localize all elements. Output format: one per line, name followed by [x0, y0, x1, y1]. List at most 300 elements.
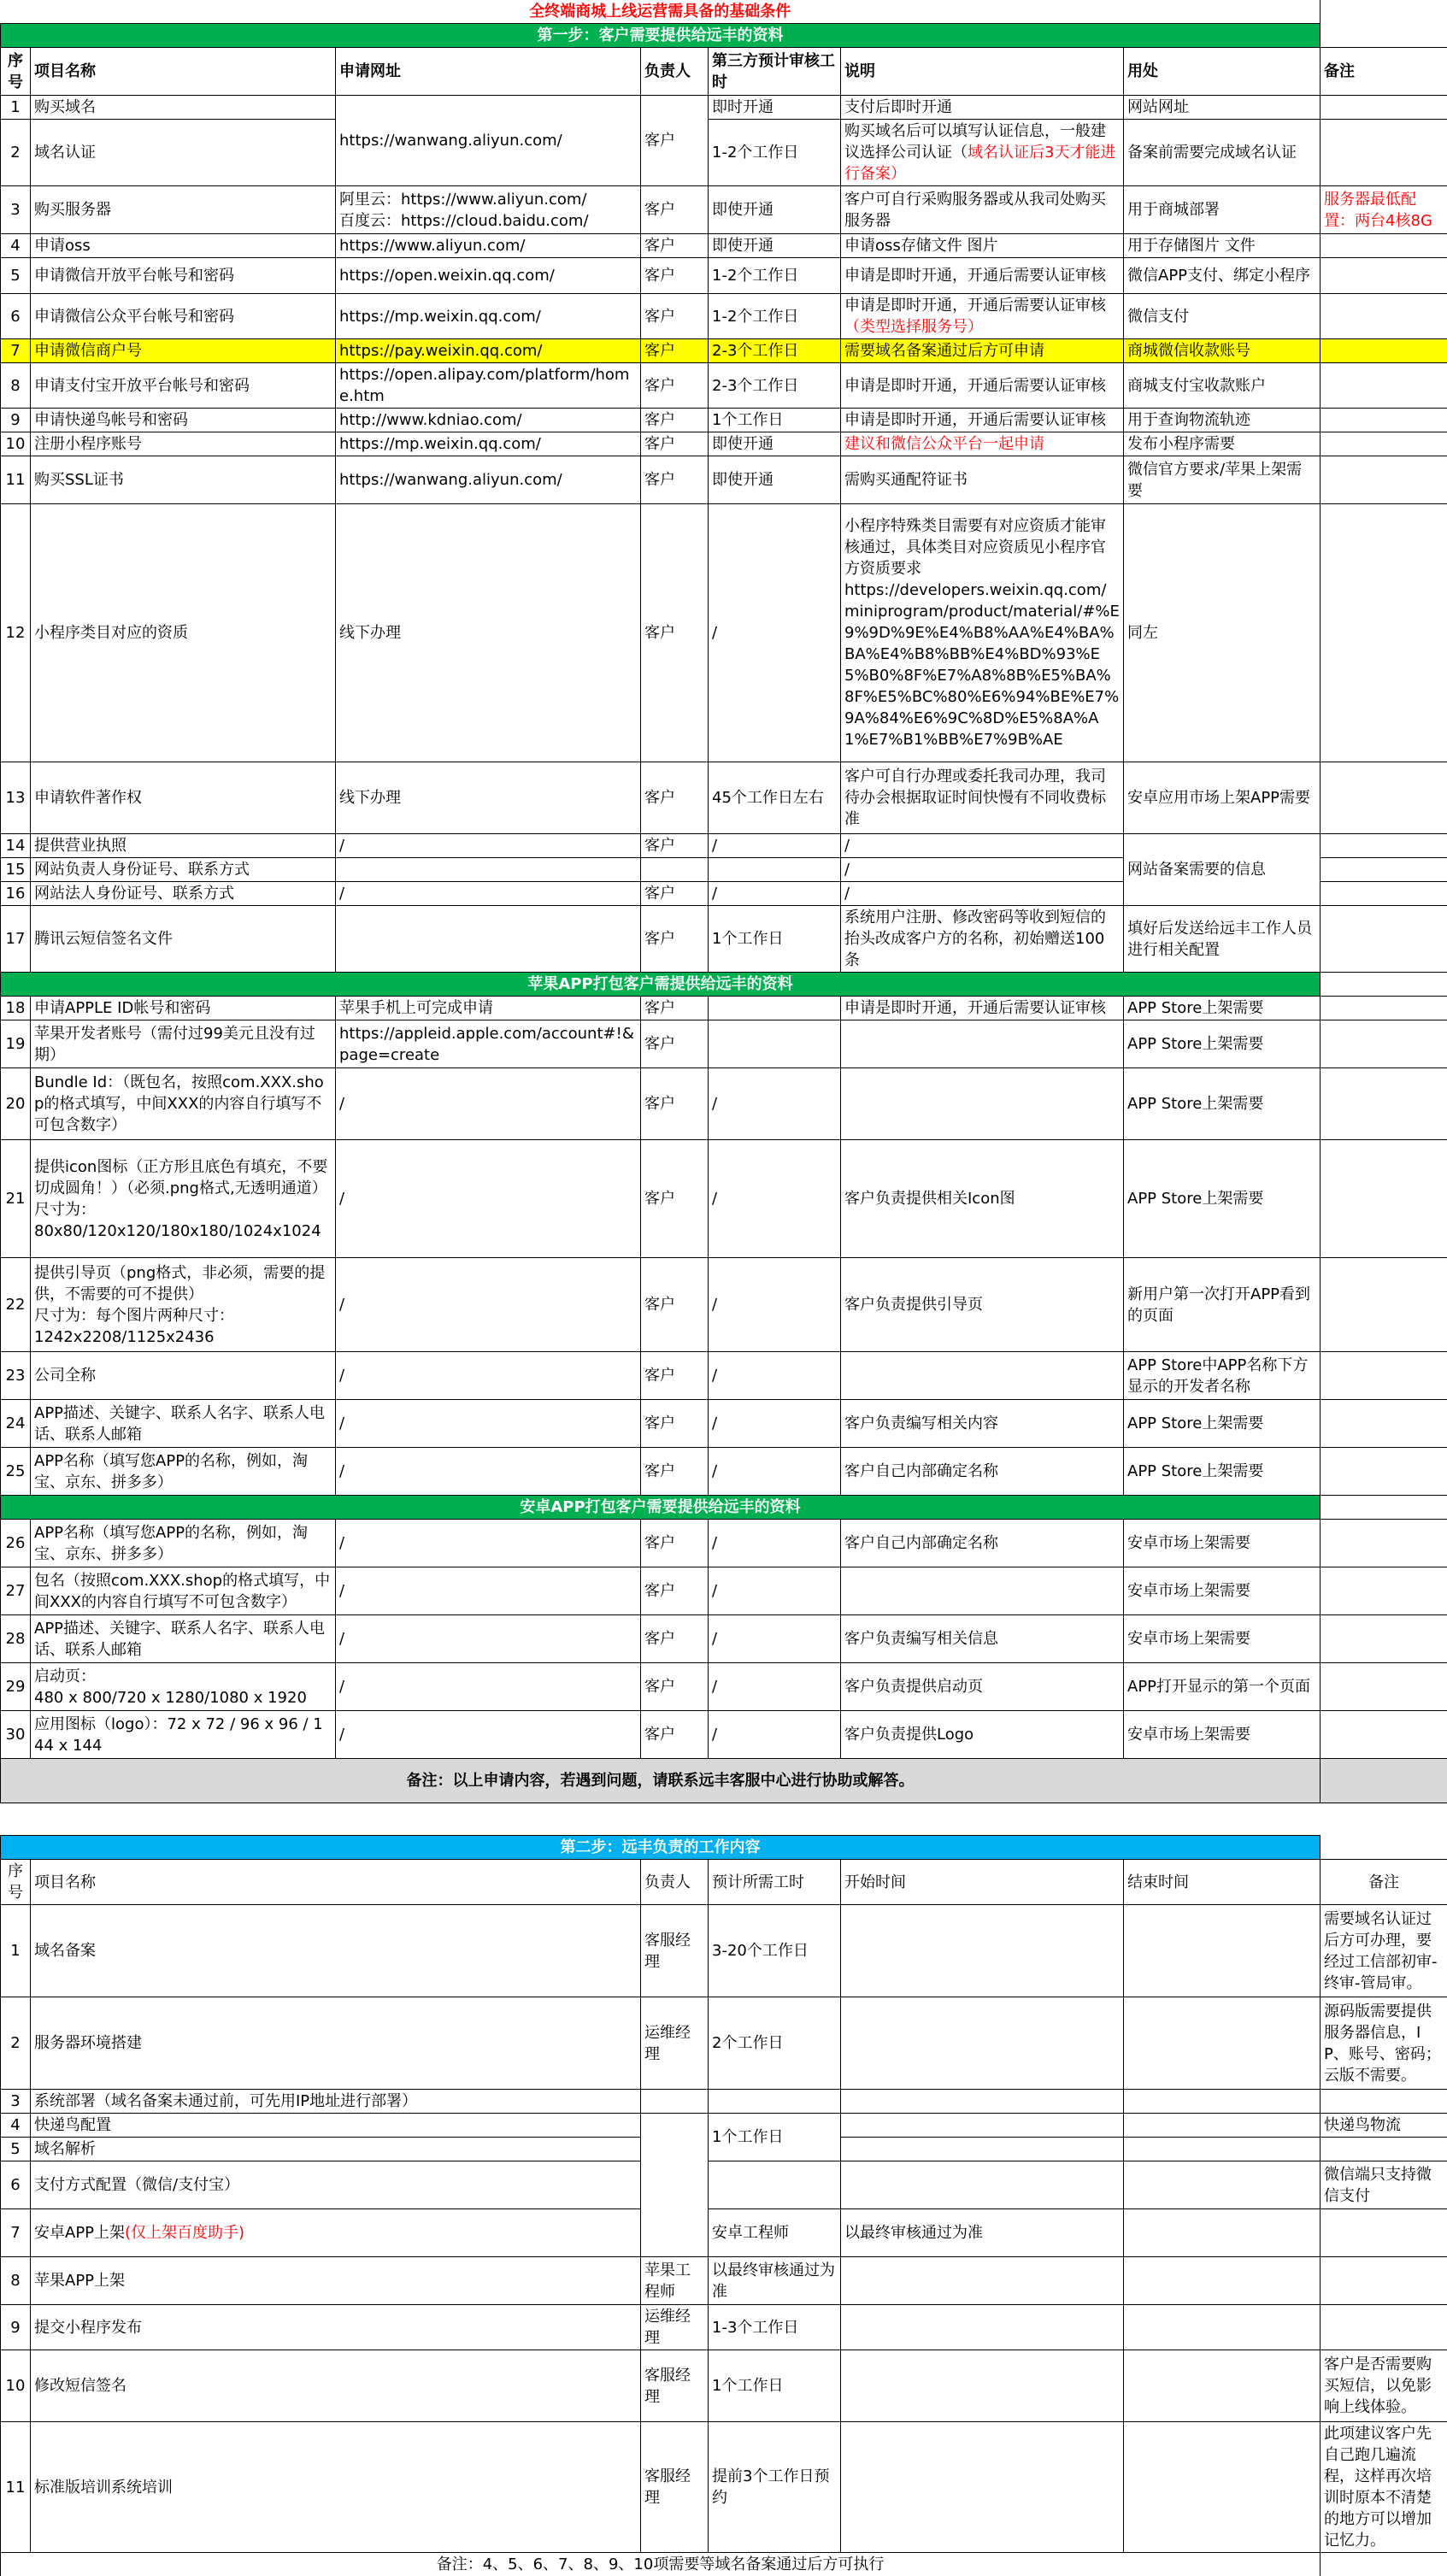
- table-cell: 阿里云：https://www.aliyun.com/ 百度云：https://cloud.baidu.com/: [336, 186, 641, 234]
- table-cell: /: [709, 1615, 841, 1663]
- table-cell: 客户: [641, 1663, 709, 1711]
- table-cell: 45个工作日左右: [709, 762, 841, 834]
- table-cell: 客户负责编写相关信息: [841, 1615, 1124, 1663]
- table-cell: 5: [1, 2138, 31, 2161]
- table-cell: /: [336, 1140, 641, 1258]
- table-row: [1, 456, 1447, 504]
- table-row: [1, 1860, 1447, 1905]
- table-cell: [1321, 1258, 1447, 1352]
- table-cell: 1个工作日: [709, 2114, 841, 2161]
- table-cell: /: [709, 1663, 841, 1711]
- table-cell: [1321, 409, 1447, 432]
- table-row: [1, 1352, 1447, 1400]
- table-cell: 29: [1, 1663, 31, 1711]
- table-cell: 域名解析: [31, 2138, 641, 2161]
- table-row: [1, 2114, 1447, 2138]
- table-cell: [1321, 2257, 1447, 2305]
- table-cell: [841, 1020, 1124, 1068]
- table-cell: APP名称（填写您APP的名称，例如，淘宝、京东、拼多多）: [31, 1520, 336, 1567]
- column-header: 负责人: [641, 48, 709, 96]
- table-cell: 安卓市场上架需要: [1124, 1567, 1321, 1615]
- table-cell: /: [336, 1258, 641, 1352]
- table-row: [1, 1759, 1447, 1803]
- table-cell: 需要域名认证过后方可办理，要经过工信部初审-终审-管局审。: [1321, 1905, 1447, 1997]
- table-cell: [1321, 1836, 1447, 1860]
- table-cell: 域名备案: [31, 1905, 641, 1997]
- column-header: 序号: [1, 48, 31, 96]
- table-cell: 新用户第一次打开APP看到的页面: [1124, 1258, 1321, 1352]
- table-cell: https://mp.weixin.qq.com/: [336, 294, 641, 339]
- table-row: [1, 1258, 1447, 1352]
- column-header: 结束时间: [1124, 1860, 1321, 1905]
- table-cell: 申请软件著作权: [31, 762, 336, 834]
- table-cell: [1124, 2305, 1321, 2350]
- table-cell: /: [709, 1352, 841, 1400]
- note-text: 备注：以上申请内容，若遇到问题，请联系远丰客服中心进行协助或解答。: [1, 1759, 1321, 1803]
- table-cell: [841, 1352, 1124, 1400]
- column-header: 用处: [1124, 48, 1321, 96]
- table-cell: 2: [1, 120, 31, 186]
- table-cell: 微信支付: [1124, 294, 1321, 339]
- table-cell: [1124, 2350, 1321, 2422]
- table-cell: 系统用户注册、修改密码等收到短信的抬头改成客户方的名称，初始赠送100条: [841, 906, 1124, 973]
- table-cell: 5: [1, 258, 31, 294]
- table-cell: 客户: [641, 409, 709, 432]
- table-cell: /: [841, 882, 1124, 906]
- table-cell: [709, 2161, 841, 2209]
- table-cell: 用于查询物流轨迹: [1124, 409, 1321, 432]
- column-header: 预计所需工时: [709, 1860, 841, 1905]
- table-cell: APP名称（填写您APP的名称，例如，淘宝、京东、拼多多）: [31, 1448, 336, 1496]
- table-cell: [1321, 2138, 1447, 2161]
- table-cell: 客户: [641, 1711, 709, 1759]
- table-cell: 购买域名后可以填写认证信息，一般建议选择公司认证（域名认证后3天才能进行备案）: [841, 120, 1124, 186]
- table-cell: 快递鸟配置: [31, 2114, 641, 2138]
- table-cell: /: [709, 1567, 841, 1615]
- table-cell: 商城微信收款账号: [1124, 339, 1321, 363]
- table-cell: 10: [1, 432, 31, 456]
- table-cell: 以最终审核通过为准: [709, 2257, 841, 2305]
- table-row: [1, 432, 1447, 456]
- table-cell: 20: [1, 1068, 31, 1140]
- table-cell: /: [336, 1448, 641, 1496]
- table-cell: 2个工作日: [709, 1997, 841, 2090]
- table-cell: 商城支付宝收款账户: [1124, 363, 1321, 409]
- table-cell: /: [336, 834, 641, 858]
- table-row: [1, 1520, 1447, 1567]
- table-cell: 购买域名: [31, 96, 336, 120]
- table-cell: 申请是即时开通，开通后需要认证审核: [841, 258, 1124, 294]
- table-cell: 客户负责提供引导页: [841, 1258, 1124, 1352]
- section-heading: 第一步：客户需要提供给远丰的资料: [1, 24, 1321, 48]
- table-cell: 8: [1, 363, 31, 409]
- table-row: [1, 339, 1447, 363]
- table-row: [1, 96, 1447, 120]
- table-cell: 27: [1, 1567, 31, 1615]
- table-cell: 21: [1, 1140, 31, 1258]
- table-cell: 腾讯云短信签名文件: [31, 906, 336, 973]
- table-cell: 客服经理: [641, 2422, 709, 2553]
- table-row: [1, 2257, 1447, 2305]
- table-cell: 3-20个工作日: [709, 1905, 841, 1997]
- table-cell: 备案前需要完成域名认证: [1124, 120, 1321, 186]
- table-cell: [1321, 1496, 1447, 1520]
- table-cell: [1321, 504, 1447, 762]
- table-cell: 客户: [641, 1567, 709, 1615]
- table-cell: 客户可自行办理或委托我司办理，我司待办会根据取证时间快慢有不同收费标准: [841, 762, 1124, 834]
- table-cell: APP Store上架需要: [1124, 1068, 1321, 1140]
- table-cell: 30: [1, 1711, 31, 1759]
- table-cell: /: [709, 1140, 841, 1258]
- table-cell: 注册小程序账号: [31, 432, 336, 456]
- table-row: [1, 1496, 1447, 1520]
- table-cell: 2: [1, 1997, 31, 2090]
- table-cell: 购买服务器: [31, 186, 336, 234]
- table-cell: 即时开通: [709, 96, 841, 120]
- table-cell: /: [709, 1711, 841, 1759]
- table-cell: 客户自己内部确定名称: [841, 1448, 1124, 1496]
- table-cell: 客服经理: [641, 1905, 709, 1997]
- table-cell: 修改短信签名: [31, 2350, 641, 2422]
- column-header: 负责人: [641, 1860, 709, 1905]
- table-cell: [841, 2305, 1124, 2350]
- table-cell: [1124, 1905, 1321, 1997]
- table-cell: 客服经理: [641, 2350, 709, 2422]
- table-cell: 1个工作日: [709, 2350, 841, 2422]
- table-cell: 客户负责编写相关内容: [841, 1400, 1124, 1448]
- table-cell: [841, 1905, 1124, 1997]
- table-row: [1, 906, 1447, 973]
- table-row: [1, 1567, 1447, 1615]
- table-cell: 18: [1, 997, 31, 1020]
- table-row: [1, 120, 1447, 186]
- table-cell: https://wanwang.aliyun.com/: [336, 456, 641, 504]
- table-cell: [1124, 1997, 1321, 2090]
- table-cell: 用于存储图片 文件: [1124, 234, 1321, 258]
- table-cell: 安卓应用市场上架APP需要: [1124, 762, 1321, 834]
- table-row: [1, 48, 1447, 96]
- table-cell: 提前3个工作日预约: [709, 2422, 841, 2553]
- table-cell: /: [336, 1711, 641, 1759]
- table-cell: [1321, 432, 1447, 456]
- table-cell: [841, 2350, 1124, 2422]
- table-cell: 客户: [641, 1140, 709, 1258]
- table-cell: APP Store上架需要: [1124, 1020, 1321, 1068]
- table-cell: 客户负责提供Logo: [841, 1711, 1124, 1759]
- table-cell: [1321, 2209, 1447, 2257]
- column-header: 项目名称: [31, 48, 336, 96]
- table-row: [1, 997, 1447, 1020]
- table-cell: 申请支付宝开放平台帐号和密码: [31, 363, 336, 409]
- table-cell: 11: [1, 2422, 31, 2553]
- footer-note: 备注：4、5、6、7、8、9、10项需要等域名备案通过后方可执行: [1, 2553, 1321, 2576]
- table-cell: 同左: [1124, 504, 1321, 762]
- table-cell: [1321, 24, 1447, 48]
- table-row: [1, 409, 1447, 432]
- table-cell: 9: [1, 409, 31, 432]
- table-cell: 苹果手机上可完成申请: [336, 997, 641, 1020]
- table-cell: [1321, 1615, 1447, 1663]
- table-cell: [841, 2114, 1124, 2138]
- table-cell: /: [709, 1068, 841, 1140]
- table-cell: 客户: [641, 1400, 709, 1448]
- table-cell: 支付后即时开通: [841, 96, 1124, 120]
- table-cell: https://wanwang.aliyun.com/: [336, 96, 641, 186]
- table-cell: [1321, 1711, 1447, 1759]
- table-cell: [1321, 2090, 1447, 2114]
- table-cell: 小程序类目对应的资质: [31, 504, 336, 762]
- table-cell: 申请是即时开通，开通后需要认证审核（类型选择服务号）: [841, 294, 1124, 339]
- table-cell: 客户: [641, 762, 709, 834]
- table-cell: [641, 858, 709, 882]
- table-cell: 安卓市场上架需要: [1124, 1615, 1321, 1663]
- table-cell: /: [841, 858, 1124, 882]
- table-cell: 申请微信公众平台帐号和密码: [31, 294, 336, 339]
- table-cell: 微信端只支持微信支付: [1321, 2161, 1447, 2209]
- table-cell: 客户: [641, 1020, 709, 1068]
- table-cell: 提供营业执照: [31, 834, 336, 858]
- table-cell: [1321, 1759, 1447, 1803]
- table-cell: [709, 997, 841, 1020]
- table-cell: 申请是即时开通，开通后需要认证审核: [841, 997, 1124, 1020]
- table-cell: [1321, 1020, 1447, 1068]
- table-cell: /: [709, 1520, 841, 1567]
- table-cell: 16: [1, 882, 31, 906]
- table-cell: 提供icon图标（正方形且底色有填充，不要切成圆角！）（必须.png格式,无透明通道） 尺寸为： 80x80/120x120/180x180/1024x1024: [31, 1140, 336, 1258]
- table-cell: /: [709, 834, 841, 858]
- table-cell: 25: [1, 1448, 31, 1496]
- table-row: [1, 2422, 1447, 2553]
- table-cell: 1个工作日: [709, 906, 841, 973]
- table-cell: [1321, 234, 1447, 258]
- table-cell: 客户负责提供启动页: [841, 1663, 1124, 1711]
- table-cell: https://open.alipay.com/platform/home.htm: [336, 363, 641, 409]
- table-cell: 客户: [641, 96, 709, 186]
- table-row: [1, 2209, 1447, 2257]
- table-row: [1, 762, 1447, 834]
- table-cell: 网站网址: [1124, 96, 1321, 120]
- table-cell: 26: [1, 1520, 31, 1567]
- table-cell: 申请oss: [31, 234, 336, 258]
- table-cell: [1124, 2090, 1321, 2114]
- table-cell: 即使开通: [709, 234, 841, 258]
- table-cell: 填好后发送给远丰工作人员进行相关配置: [1124, 906, 1321, 973]
- table-cell: 此项建议客户先自己跑几遍流程，这样再次培训时原本不清楚的地方可以增加记忆力。: [1321, 2422, 1447, 2553]
- table-cell: [1321, 363, 1447, 409]
- table-cell: 1-2个工作日: [709, 120, 841, 186]
- table-cell: /: [336, 1352, 641, 1400]
- table-cell: 需要域名备案通过后方可申请: [841, 339, 1124, 363]
- column-header: 申请网址: [336, 48, 641, 96]
- column-header: 项目名称: [31, 1860, 641, 1905]
- table-cell: 客户可自行采购服务器或从我司处购买服务器: [841, 186, 1124, 234]
- table-cell: 24: [1, 1400, 31, 1448]
- table-cell: 2-3个工作日: [709, 339, 841, 363]
- table-cell: APP Store上架需要: [1124, 1448, 1321, 1496]
- table-cell: 运维经理: [641, 1997, 709, 2090]
- table-row: [1, 1448, 1447, 1496]
- table-cell: 提供引导页（png格式，非必须，需要的提供，不需要的可不提供） 尺寸为：每个图片两种尺寸： 1242x2208/1125x2436: [31, 1258, 336, 1352]
- table-cell: /: [336, 1520, 641, 1567]
- table-row: [1, 186, 1447, 234]
- table-cell: 即使开通: [709, 456, 841, 504]
- table-cell: 客户: [641, 1068, 709, 1140]
- table-cell: 用于商城部署: [1124, 186, 1321, 234]
- table-cell: [841, 1997, 1124, 2090]
- table-cell: [1321, 339, 1447, 363]
- table-cell: 源码版需要提供服务器信息，IP、账号、密码；云版不需要。: [1321, 1997, 1447, 2090]
- table-cell: /: [709, 882, 841, 906]
- table-cell: [1321, 834, 1447, 858]
- table-cell: [336, 858, 641, 882]
- table-cell: [841, 2138, 1124, 2161]
- table-cell: 8: [1, 2257, 31, 2305]
- table-cell: 22: [1, 1258, 31, 1352]
- table-cell: [1321, 762, 1447, 834]
- table-cell: 客户: [641, 1615, 709, 1663]
- table-cell: [1321, 1352, 1447, 1400]
- table-cell: 线下办理: [336, 504, 641, 762]
- table-cell: 14: [1, 834, 31, 858]
- table-cell: [1321, 2553, 1447, 2576]
- table-cell: 客户: [641, 1520, 709, 1567]
- table-cell: 1-2个工作日: [709, 294, 841, 339]
- table-row: [1, 2553, 1447, 2576]
- table-cell: [1124, 2161, 1321, 2209]
- table-cell: [1321, 1448, 1447, 1496]
- red-note: （类型选择服务号）: [844, 318, 983, 336]
- table-cell: 苹果APP上架: [31, 2257, 641, 2305]
- table-cell: 安卓市场上架需要: [1124, 1520, 1321, 1567]
- table-cell: [1321, 1567, 1447, 1615]
- table-cell: 微信官方要求/苹果上架需要: [1124, 456, 1321, 504]
- table-cell: /: [336, 1567, 641, 1615]
- table-row: [1, 1020, 1447, 1068]
- table-cell: 1: [1, 1905, 31, 1997]
- table-cell: 6: [1, 294, 31, 339]
- table-cell: /: [841, 834, 1124, 858]
- table-cell: /: [336, 882, 641, 906]
- table-cell: 15: [1, 858, 31, 882]
- table-cell: 客户负责提供相关Icon图: [841, 1140, 1124, 1258]
- table-cell: [1124, 2114, 1321, 2138]
- table-cell: 申请是即时开通，开通后需要认证审核: [841, 363, 1124, 409]
- table-row: [1, 363, 1447, 409]
- table-cell: 客户: [641, 456, 709, 504]
- table-cell: [1321, 1400, 1447, 1448]
- table-cell: 客户: [641, 504, 709, 762]
- table-cell: [1321, 906, 1447, 973]
- table-cell: 系统部署（域名备案未通过前，可先用IP地址进行部署）: [31, 2090, 641, 2114]
- table-cell: 网站负责人身份证号、联系方式: [31, 858, 336, 882]
- column-header: 备注: [1321, 1860, 1447, 1905]
- table-cell: [1124, 2422, 1321, 2553]
- table-cell: [1321, 2305, 1447, 2350]
- table-row: [1, 834, 1447, 858]
- table-cell: [1321, 973, 1447, 997]
- table-cell: /: [336, 1068, 641, 1140]
- table-cell: 客户: [641, 432, 709, 456]
- table-cell: 即使开通: [709, 186, 841, 234]
- table-cell: 域名认证: [31, 120, 336, 186]
- table-cell: [709, 858, 841, 882]
- table-cell: [1321, 858, 1447, 882]
- table-cell: 申请是即时开通，开通后需要认证审核: [841, 409, 1124, 432]
- table-row: [1, 2350, 1447, 2422]
- table-cell: [709, 2090, 841, 2114]
- table-cell: 客户: [641, 1448, 709, 1496]
- table-cell: 网站法人身份证号、联系方式: [31, 882, 336, 906]
- table-cell: 客户: [641, 258, 709, 294]
- table-cell: 安卓工程师: [709, 2209, 841, 2257]
- table-cell: 网站备案需要的信息: [1124, 834, 1321, 906]
- table-cell: 线下办理: [336, 762, 641, 834]
- column-header: 说明: [841, 48, 1124, 96]
- table-cell: 3: [1, 186, 31, 234]
- table-cell: [1321, 258, 1447, 294]
- table-cell: 安卓APP上架(仅上架百度助手): [31, 2209, 641, 2257]
- table-cell: 客户: [641, 363, 709, 409]
- table-cell: APP打开显示的第一个页面: [1124, 1663, 1321, 1711]
- sheet-title: 全终端商城上线运营需具备的基础条件: [1, 0, 1321, 24]
- table-cell: 23: [1, 1352, 31, 1400]
- table-row: [1, 1711, 1447, 1759]
- table-cell: /: [709, 504, 841, 762]
- table-cell: APP Store上架需要: [1124, 1140, 1321, 1258]
- table-cell: 9: [1, 2305, 31, 2350]
- column-header: 序号: [1, 1860, 31, 1905]
- table-cell: [1321, 120, 1447, 186]
- table-cell: /: [709, 1400, 841, 1448]
- table-row: [1, 1615, 1447, 1663]
- table-cell: 1-3个工作日: [709, 2305, 841, 2350]
- table-cell: APP Store上架需要: [1124, 1400, 1321, 1448]
- table-cell: 12: [1, 504, 31, 762]
- table-cell: http://www.kdniao.com/: [336, 409, 641, 432]
- table-cell: 服务器环境搭建: [31, 1997, 641, 2090]
- table-cell: https://www.aliyun.com/: [336, 234, 641, 258]
- table-cell: /: [709, 1448, 841, 1496]
- table-row: [1, 1997, 1447, 2090]
- table-cell: 微信APP支付、绑定小程序: [1124, 258, 1321, 294]
- table-cell: 公司全称: [31, 1352, 336, 1400]
- table-cell: /: [336, 1663, 641, 1711]
- table-cell: 客户是否需要购买短信，以免影响上线体验。: [1321, 2350, 1447, 2422]
- table-cell: 即使开通: [709, 432, 841, 456]
- table-cell: /: [336, 1400, 641, 1448]
- table-cell: 申请微信商户号: [31, 339, 336, 363]
- table-cell: APP描述、关键字、联系人名字、联系人电话、联系人邮箱: [31, 1400, 336, 1448]
- table-row: [1, 1803, 1447, 1836]
- column-header: 第三方预计审核工时: [709, 48, 841, 96]
- table-cell: 申请快递鸟帐号和密码: [31, 409, 336, 432]
- table-cell: 小程序特殊类目需要有对应资质才能审核通过，具体类目对应资质见小程序官方资质要求 https://developers.weixin.qq.com/miniprogram/product/material/#%E9%9D%9E%E4%B8%AA%E4%BA%BA%E4%B8%BB%E4%BD%93%E5%B0%8F%E7%A8%8B%E5%BA%8F%E5%BC%80%E6%94%BE%E7%9A%84%E6%9C%8D%E5%8A%A1%E7%B1%BB%E7%9B%AE: [841, 504, 1124, 762]
- table-cell: [841, 2161, 1124, 2209]
- table-cell: https://mp.weixin.qq.com/: [336, 432, 641, 456]
- table-cell: 10: [1, 2350, 31, 2422]
- table-cell: 28: [1, 1615, 31, 1663]
- table-cell: 13: [1, 762, 31, 834]
- table-cell: 11: [1, 456, 31, 504]
- table-row: [1, 1905, 1447, 1997]
- table-row: [1, 2090, 1447, 2114]
- table-row: [1, 1400, 1447, 1448]
- table-row: [1, 504, 1447, 762]
- section-heading: 第二步：远丰负责的工作内容: [1, 1836, 1321, 1860]
- table-cell: 1个工作日: [709, 409, 841, 432]
- table-row: [1, 1836, 1447, 1860]
- table-cell: 发布小程序需要: [1124, 432, 1321, 456]
